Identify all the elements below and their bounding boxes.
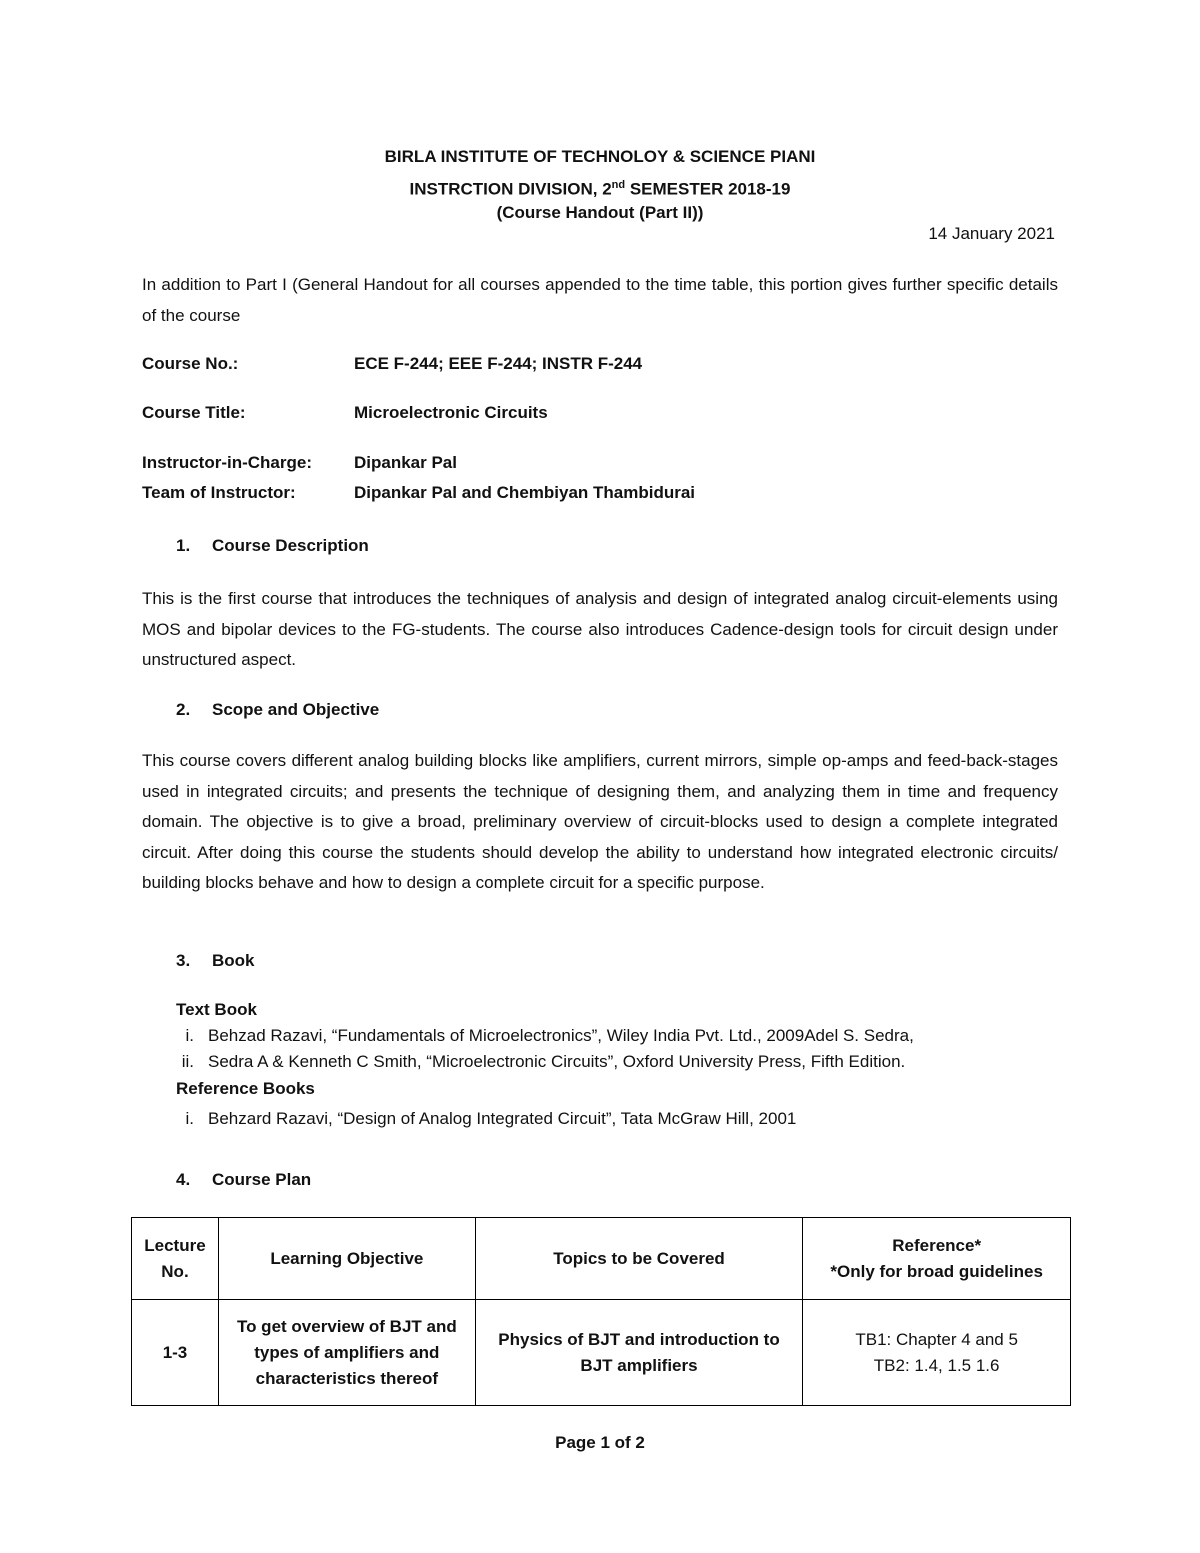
text-book-item: i. Behzad Razavi, “Fundamentals of Microelectronics”, Wiley India Pvt. Ltd., 2009Adel S. Sedra,: [185, 1026, 914, 1045]
header-reference: Reference* *Only for broad guidelines: [803, 1218, 1071, 1300]
section-heading-scope: 2. Scope and Objective: [176, 700, 380, 719]
instructor-row: [142, 453, 457, 473]
description-paragraph: This is the first course that introduces the techniques of analysis and design of integrated analog circuit-elements using MOS and bipolar devices to the FG-students. The course also introduces Cadence-design tools for circuit design under unstructured aspect.: [142, 589, 1058, 669]
section-heading-description: 1. Course Description: [176, 536, 369, 555]
instructor-label: Instructor-in-Charge:: [142, 453, 312, 472]
section-heading-book: 3. Book: [176, 951, 255, 970]
team-row: [142, 483, 695, 503]
page-number: Page 1 of 2: [555, 1433, 645, 1452]
division-line: INSTRCTION DIVISION, 2nd SEMESTER 2018-19: [409, 179, 791, 199]
section-heading-plan: 4. Course Plan: [176, 1170, 312, 1189]
header-lecture: Lecture No.: [132, 1218, 219, 1300]
course-title-row: [142, 403, 548, 423]
institute-title: BIRLA INSTITUTE OF TECHNOLOY & SCIENCE PIANI: [384, 147, 816, 166]
document-date: 14 January 2021: [928, 224, 1055, 243]
table-header-row: [132, 1218, 1071, 1300]
course-no-value: ECE F-244; EEE F-244; INSTR F-244: [354, 354, 643, 373]
course-title-label: Course Title:: [142, 403, 246, 422]
header-topics: Topics to be Covered: [475, 1218, 803, 1300]
team-value: Dipankar Pal and Chembiyan Thambidurai: [354, 483, 696, 502]
course-no-label: Course No.:: [142, 354, 239, 373]
course-title-value: Microelectronic Circuits: [354, 403, 548, 422]
course-no-row: [142, 354, 642, 374]
cell-topics: Physics of BJT and introduction to BJT amplifiers: [475, 1300, 803, 1406]
intro-paragraph: In addition to Part I (General Handout for all courses appended to the time table, this portion gives further specific details of the course: [142, 275, 1058, 325]
team-label: Team of Instructor:: [142, 483, 296, 502]
cell-objective: To get overview of BJT and types of amplifiers and characteristics thereof: [218, 1300, 475, 1406]
scope-paragraph: This course covers different analog building blocks like amplifiers, current mirrors, simple op-amps and feed-back-stages used in integrated circuits; and presents the technique of designing them, and analyzing them in time and frequency domain. The objective is to give a broad, preliminary overview of circuit-blocks used to design a complete integrated circuit. After doing this course the students should develop the ability to understand how integrated electronic circuits/ building blocks behave and how to design a complete circuit for a specific purpose.: [142, 751, 1058, 892]
cell-lecture: 1-3: [132, 1300, 219, 1406]
header-objective: Learning Objective: [218, 1218, 475, 1300]
handout-subtitle: (Course Handout (Part II)): [496, 203, 704, 222]
course-plan-table: [131, 1217, 1071, 1406]
table-row: [132, 1300, 1071, 1406]
text-book-label: Text Book: [176, 1000, 257, 1019]
instructor-value: Dipankar Pal: [354, 453, 457, 472]
reference-books-label: Reference Books: [176, 1079, 315, 1098]
cell-reference: TB1: Chapter 4 and 5 TB2: 1.4, 1.5 1.6: [803, 1300, 1071, 1406]
text-book-item: ii. Sedra A & Kenneth C Smith, “Microelectronic Circuits”, Oxford University Press, Fifth Edition.: [181, 1052, 906, 1071]
reference-book-item: i. Behzard Razavi, “Design of Analog Integrated Circuit”, Tata McGraw Hill, 2001: [185, 1109, 797, 1128]
